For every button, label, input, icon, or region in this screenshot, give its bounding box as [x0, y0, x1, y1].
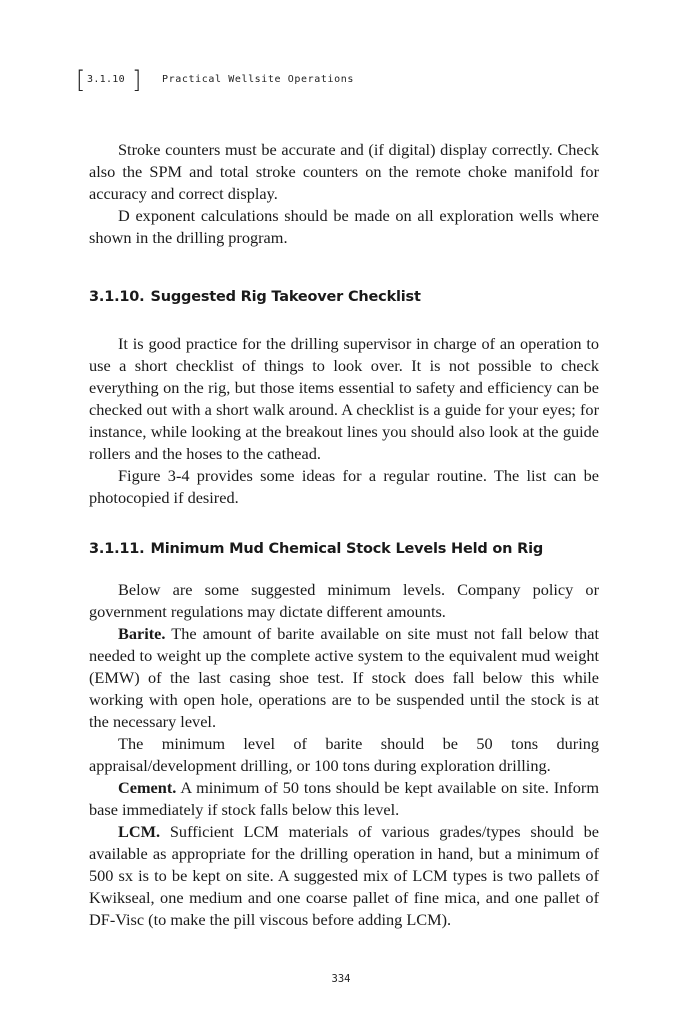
- intro-paragraph-2: D exponent calculations should be made on all exploration wells where shown in the drilling program.: [89, 206, 599, 247]
- page-number: 334: [331, 973, 351, 985]
- cement-term: Cement.: [118, 778, 177, 797]
- cement-text: A minimum of 50 tons should be kept available on site. Inform base immediately if stock falls below this level.: [89, 778, 600, 819]
- section-heading-3-1-11: [89, 541, 543, 557]
- barite-term: Barite.: [118, 624, 166, 643]
- section-title: Suggested Rig Takeover Checklist: [150, 289, 421, 305]
- barite-text: The amount of barite available on site must not fall below that needed to weight up the complete active system to the equivalent mud weight (EMW) of the last casing shoe test. If stock does fall below this while working with open hole, operations are to be suspended until the stock is at the necessary level.: [89, 624, 599, 731]
- lcm-term: LCM.: [118, 822, 161, 841]
- stock-intro-paragraph: Below are some suggested minimum levels. Company policy or government regulations may dictate different amounts.: [89, 580, 599, 621]
- cement-paragraph: [89, 777, 599, 821]
- barite-minimum-paragraph: The minimum level of barite should be 50 tons during appraisal/development drilling, or 100 tons during exploration drilling.: [89, 734, 599, 775]
- lcm-paragraph: [89, 821, 599, 931]
- intro-text: [89, 139, 599, 249]
- intro-paragraph-1: Stroke counters must be accurate and (if digital) display correctly. Check also the SPM and total stroke counters on the remote choke manifold for accuracy and correct display.: [89, 140, 599, 203]
- section-title: Minimum Mud Chemical Stock Levels Held on Rig: [150, 541, 544, 557]
- section-number: 3.1.10.: [89, 289, 145, 305]
- right-bracket-glyph: ]: [132, 66, 142, 94]
- header-book-title: Practical Wellsite Operations: [162, 74, 354, 85]
- lcm-text: Sufficient LCM materials of various grades/types should be available as appropriate for the drilling operation in hand, but a minimum of 500 sx is to be kept on site. A suggested mix of LCM types is two pallets of Kwikseal, one medium and one coarse pallet of fine mica, and one pallet of DF-Visc (to make the pill viscous before adding LCM).: [89, 822, 599, 929]
- section-heading-3-1-10: [89, 289, 421, 305]
- left-bracket-glyph: [: [76, 66, 86, 94]
- barite-paragraph: [89, 623, 599, 733]
- checklist-paragraph-1: It is good practice for the drilling supervisor in charge of an operation to use a short checklist of things to look over. It is not possible to check everything on the rig, but those items essential to safety and efficiency can be checked out with a short walk around. A checklist is a guide for your eyes; for instance, while looking at the breakout lines you should also look at the guide rollers and the hoses to the cathead.: [89, 334, 599, 463]
- checklist-paragraph-2: Figure 3-4 provides some ideas for a regular routine. The list can be photocopied if desired.: [89, 466, 599, 507]
- header-section-number: 3.1.10: [87, 74, 125, 85]
- section-number: 3.1.11.: [89, 541, 145, 557]
- section-3-1-11-body: [89, 579, 599, 931]
- section-3-1-10-body: [89, 333, 599, 509]
